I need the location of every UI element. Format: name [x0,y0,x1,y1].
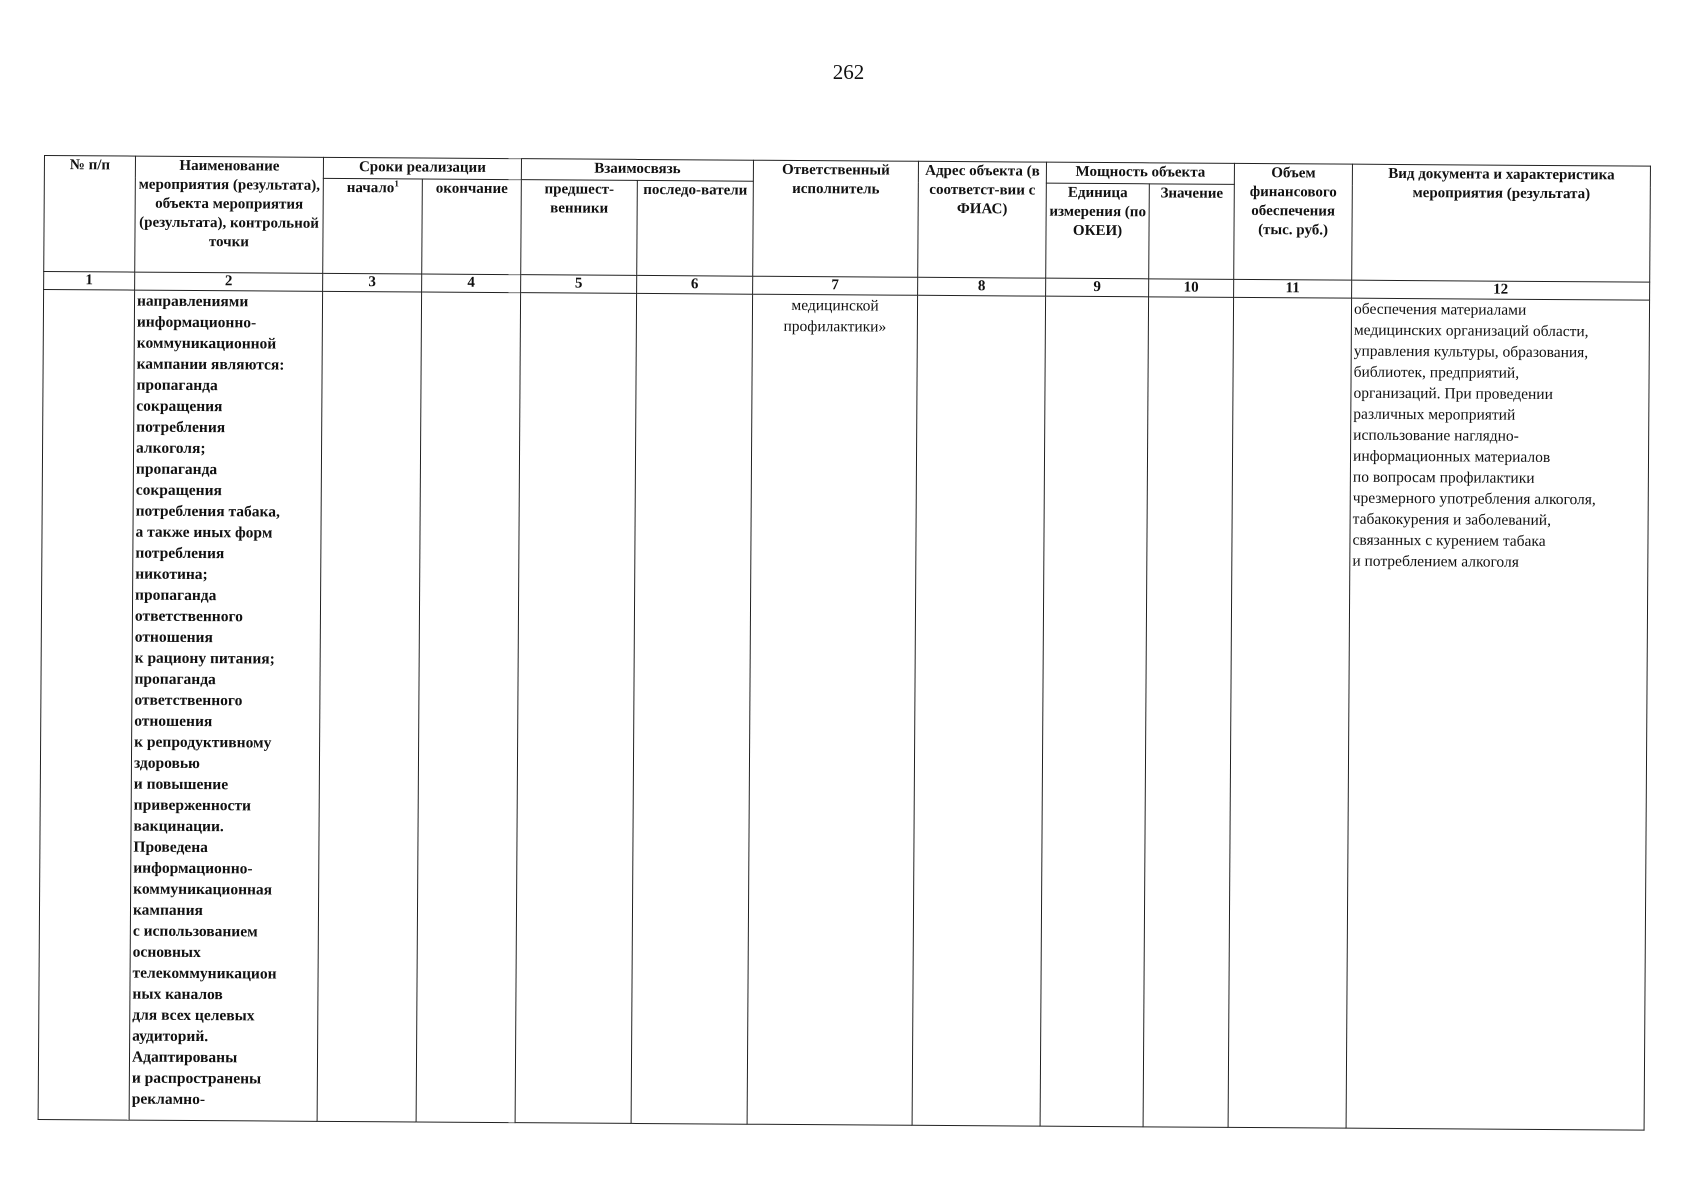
column-number: 11 [1234,279,1352,298]
activity-name-line: приверженности [133,796,252,815]
column-number: 1 [44,272,135,291]
doc-type-line: медицинских организаций области, [1353,321,1589,341]
doc-type-line: связанных с курением табака [1352,531,1546,550]
footnote-marker: 1 [394,178,399,189]
header-value: Значение [1149,184,1235,280]
header-doc-type: Вид документа и характеристика мероприятия (результата) [1352,164,1651,282]
cell-activity-name [129,290,323,1121]
header-capacity-group: Мощность объекта [1046,162,1234,184]
column-number: 12 [1352,280,1650,300]
activity-name-line: аудиторий. [132,1027,209,1046]
doc-type-line: чрезмерного употребления алкоголя, [1352,489,1596,509]
activity-name-line: к рациону питания; [134,649,275,668]
activity-name-line: алкоголя; [136,439,206,458]
header-name: Наименование мероприятия (результата), объекта мероприятия (результата), контрольной точки [135,156,324,273]
activity-name-line: кампания [132,901,203,920]
cell-address [912,295,1046,1126]
header-number: № п/п [44,156,136,273]
activities-table [38,155,1651,1131]
doc-type-line: обеспечения материалами [1353,300,1527,319]
doc-type-line: различных мероприятий [1353,405,1516,424]
activity-name-line: рекламно- [131,1090,206,1109]
cell-predecessors [515,293,637,1124]
activity-name-line: ответственного [134,607,243,626]
activity-name-line: коммуникационной [136,334,277,353]
doc-type-line: табакокурения и заболеваний, [1352,510,1552,530]
doc-type-line: информационных материалов [1353,447,1551,466]
doc-type-line: организаций. При проведении [1353,384,1553,404]
cell-start [317,291,422,1122]
activity-name-line: информационно- [133,859,253,878]
activity-name-line: кампании являются: [136,355,285,374]
cell-value [1143,297,1234,1128]
column-number: 10 [1149,279,1234,298]
activity-name-line: для всех целевых [132,1006,255,1025]
header-predecessors: предшест-венники [521,180,638,276]
activity-name-text [132,291,320,1111]
responsible-text [755,295,915,338]
doc-type-line: библиотек, предприятий, [1353,363,1520,382]
activity-name-line: телекоммуникацион [132,964,277,983]
column-number: 9 [1046,278,1149,297]
activity-name-line: никотина; [135,565,208,584]
doc-type-text [1352,299,1647,574]
column-number: 8 [918,277,1046,296]
cell-unit [1040,296,1149,1127]
column-number: 6 [637,275,753,294]
table-row [38,290,1650,1131]
activity-name-line: пропаганда [135,460,218,479]
header-start: начало$^1$ [323,178,423,274]
activity-name-line: потребления табака, [135,502,280,521]
page-number: 262 [832,60,865,84]
doc-type-line: использование наглядно- [1353,426,1519,445]
header-address: Адрес объекта (в соответст-вии с ФИАС) [918,161,1047,278]
activity-name-line: направлениями [136,292,249,311]
activity-name-line: ных каналов [132,985,223,1004]
doc-type-line: и потреблением алкоголя [1352,552,1519,571]
responsible-line: профилактики» [783,317,887,336]
header-responsible: Ответственный исполнитель [753,160,919,277]
header-dates-group: Сроки реализации [323,157,521,179]
activity-name-line: Адаптированы [131,1048,238,1067]
activity-name-line: и распространены [131,1069,262,1088]
cell-funding [1228,297,1352,1128]
activity-name-line: а также иных форм [135,523,273,542]
cell-successors [631,293,753,1124]
header-end: окончание [422,179,522,275]
activity-name-line: пропаганда [135,586,217,605]
header-funding: Объем финансового обеспечения (тыс. руб.) [1234,163,1353,280]
doc-type-line: по вопросам профилактики [1352,468,1535,487]
cell-doc-type [1346,298,1649,1130]
activity-name-line: пропаганда [136,376,218,395]
column-number: 5 [521,275,637,294]
activity-name-line: основных [132,943,201,962]
activity-name-line: отношения [134,628,213,647]
cell-number [38,290,135,1121]
activity-name-line: ответственного [134,691,243,710]
activity-name-line: сокращения [136,397,223,416]
column-number: 4 [422,274,521,293]
cell-end [416,292,521,1123]
cell-responsible [747,294,918,1125]
activity-name-line: пропаганда [134,670,216,689]
activity-name-line: вакцинации. [133,817,224,836]
column-number: 7 [753,276,918,295]
activity-name-line: коммуникационная [133,880,273,899]
activity-name-line: к репродуктивному [134,733,272,752]
doc-type-line: управления культуры, образования, [1353,342,1589,362]
header-successors: последо-ватели [637,180,754,276]
activity-name-line: Проведена [133,838,208,857]
header-link-group: Взаимосвязь [521,159,753,182]
column-number: 2 [135,272,323,291]
column-number: 3 [323,273,422,292]
activity-name-line: потребления [135,544,225,563]
activity-name-line: потребления [136,418,226,437]
activity-name-line: информационно- [136,313,257,332]
activity-name-line: здоровью [133,754,200,773]
activity-name-line: и повышение [133,775,229,794]
responsible-line: медицинской [791,296,879,315]
activity-name-line: с использованием [132,922,258,941]
activity-name-line: отношения [134,712,213,731]
header-unit: Единица измерения (по ОКЕИ) [1046,183,1150,279]
activity-name-line: сокращения [135,481,222,500]
